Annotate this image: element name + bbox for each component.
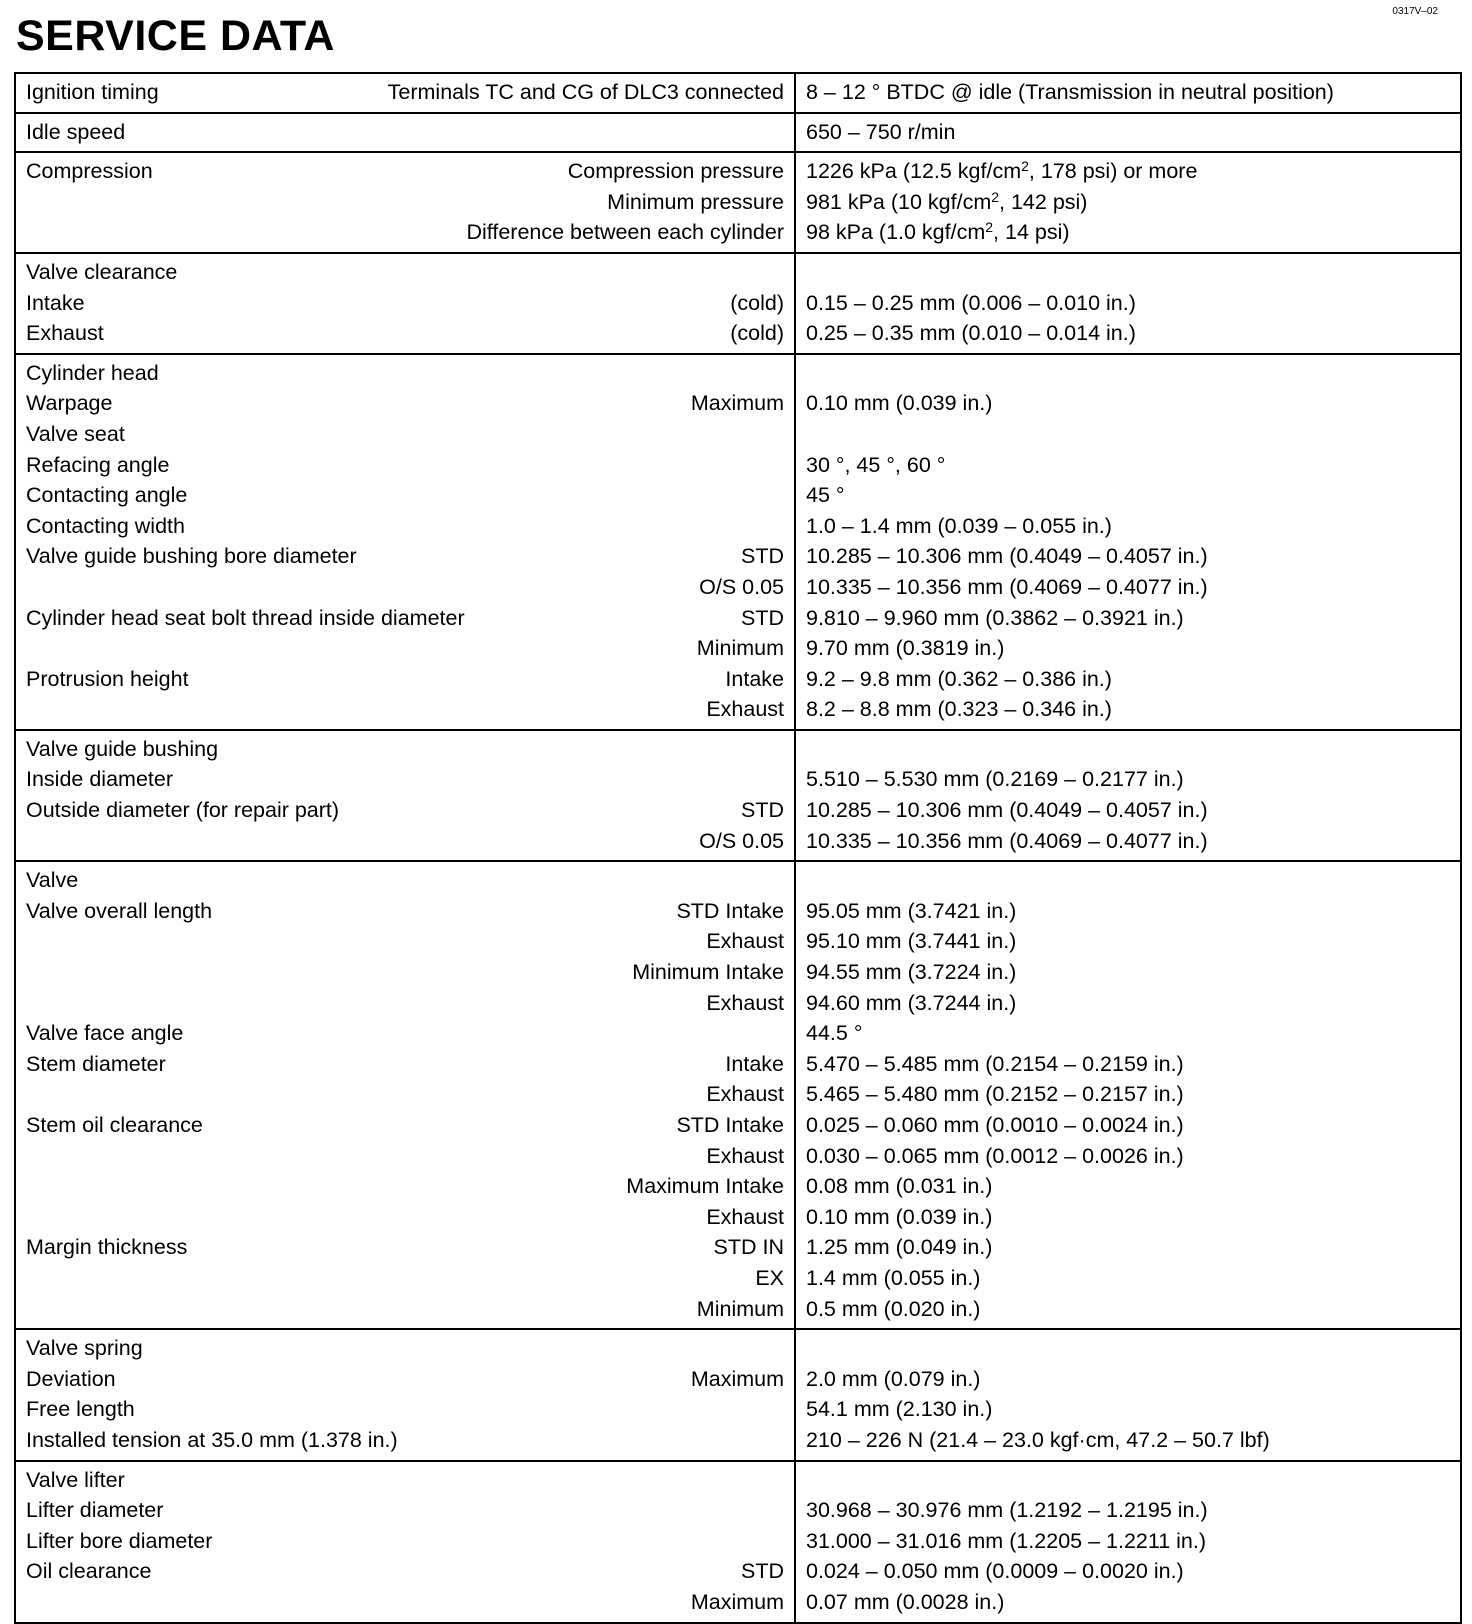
- spec-line: [26, 988, 784, 1019]
- spec-value: 98 kPa (1.0 kgf/$cm^2$, 14 psi): [806, 219, 1070, 245]
- section-value-cell: [795, 861, 1461, 1329]
- spec-value: 10.335 – 10.356 mm (0.4069 – 0.4077 in.): [806, 828, 1208, 853]
- item-label: Cylinder head seat bolt thread inside diameter: [26, 605, 465, 630]
- value-line: [806, 318, 1450, 349]
- spec-line: [26, 1495, 784, 1526]
- spec-line: [26, 572, 784, 603]
- item-label: Valve clearance: [26, 259, 178, 284]
- spec-value: 0.25 – 0.35 mm (0.010 – 0.014 in.): [806, 321, 1136, 346]
- section-value-cell: [795, 1461, 1461, 1623]
- value-line: [806, 1079, 1450, 1110]
- spec-value: 10.285 – 10.306 mm (0.4049 – 0.4057 in.): [806, 544, 1208, 569]
- value-line: [806, 572, 1450, 603]
- value-line: [806, 764, 1450, 795]
- spec-value: 45 °: [806, 483, 845, 508]
- value-line: [806, 1587, 1450, 1618]
- condition-label: (cold): [730, 321, 784, 346]
- spec-line: [26, 957, 784, 988]
- spec-value: 1226 kPa (12.5 kgf/$cm^2$, 178 psi) or more: [806, 158, 1198, 184]
- value-line: [806, 187, 1450, 218]
- condition-label: Minimum: [696, 1296, 784, 1321]
- value-line: [806, 988, 1450, 1019]
- value-line: [806, 117, 1450, 148]
- spec-line: [26, 358, 784, 389]
- spec-line: [26, 511, 784, 542]
- spec-line: [26, 1110, 784, 1141]
- section-valve-lifter: [15, 1461, 1461, 1623]
- section-spec-cell: [15, 1461, 795, 1623]
- spec-line: [26, 1294, 784, 1325]
- section-valve-spring: [15, 1329, 1461, 1460]
- item-label: [26, 1263, 755, 1294]
- value-line: [806, 480, 1450, 511]
- spec-line: [26, 450, 784, 481]
- value-line: [806, 896, 1450, 927]
- section-valve: [15, 861, 1461, 1329]
- spec-line: [26, 1465, 784, 1496]
- spec-line: [26, 257, 784, 288]
- item-label: Outside diameter (for repair part): [26, 798, 340, 823]
- spec-value: 0.024 – 0.050 mm (0.0009 – 0.0020 in.): [806, 1559, 1184, 1584]
- condition-label: Exhaust: [706, 929, 784, 954]
- spec-value: 0.030 – 0.065 mm (0.0012 – 0.0026 in.): [806, 1143, 1184, 1168]
- value-line: [806, 1141, 1450, 1172]
- value-line: [806, 217, 1450, 248]
- spec-line: [26, 388, 784, 419]
- condition-label: STD: [741, 605, 784, 630]
- value-line: [806, 926, 1450, 957]
- item-label: Intake: [26, 290, 85, 315]
- spec-value: [806, 358, 1450, 389]
- spec-value: 30 °, 45 °, 60 °: [806, 452, 946, 477]
- item-label: Valve spring: [26, 1336, 143, 1361]
- item-label: [26, 826, 699, 857]
- condition-label: STD: [741, 798, 784, 823]
- value-line: [806, 1425, 1450, 1456]
- condition-label: O/S 0.05: [699, 828, 784, 853]
- item-label: Deviation: [26, 1366, 116, 1391]
- value-line: [806, 419, 1450, 450]
- item-label: Oil clearance: [26, 1559, 152, 1584]
- condition-label: STD IN: [713, 1235, 784, 1260]
- spec-value: 0.08 mm (0.031 in.): [806, 1174, 993, 1199]
- spec-value: 8 – 12 ° BTDC @ idle (Transmission in neutral position): [806, 80, 1334, 104]
- item-label: Inside diameter: [26, 767, 173, 792]
- value-line: [806, 1526, 1450, 1557]
- spec-value: 210 – 226 N (21.4 – 23.0 kgf·cm, 47.2 – 50.7 lbf): [806, 1427, 1270, 1452]
- value-line: [806, 450, 1450, 481]
- spec-value: 95.10 mm (3.7441 in.): [806, 929, 1017, 954]
- item-label: Ignition timing: [26, 80, 159, 104]
- spec-line: [26, 633, 784, 664]
- section-value-cell: [795, 730, 1461, 861]
- spec-value: 0.5 mm (0.020 in.): [806, 1296, 981, 1321]
- spec-value: 8.2 – 8.8 mm (0.323 – 0.346 in.): [806, 697, 1112, 722]
- spec-value: 94.60 mm (3.7244 in.): [806, 990, 1017, 1015]
- section-idle: [15, 113, 1461, 153]
- value-line: [806, 257, 1450, 288]
- spec-line: [26, 896, 784, 927]
- item-label: [26, 988, 706, 1019]
- spec-line: [26, 187, 784, 218]
- item-label: Stem diameter: [26, 1051, 166, 1076]
- item-label: [26, 1079, 706, 1110]
- spec-value: 9.70 mm (0.3819 in.): [806, 636, 1005, 661]
- condition-label: Maximum: [690, 1366, 784, 1391]
- spec-line: [26, 795, 784, 826]
- item-label: Warpage: [26, 391, 113, 416]
- spec-line: [26, 318, 784, 349]
- spec-line: [26, 1263, 784, 1294]
- item-label: Protrusion height: [26, 666, 189, 691]
- spec-value: 54.1 mm (2.130 in.): [806, 1397, 993, 1422]
- spec-value: 981 kPa (10 kgf/$cm^2$, 142 psi): [806, 188, 1088, 214]
- spec-line: [26, 288, 784, 319]
- spec-line: [26, 77, 784, 108]
- item-label: Cylinder head: [26, 360, 159, 385]
- condition-label: Exhaust: [706, 990, 784, 1015]
- spec-line: [26, 1556, 784, 1587]
- spec-line: [26, 1018, 784, 1049]
- item-label: Valve: [26, 868, 79, 893]
- item-label: Compression: [26, 159, 153, 184]
- value-line: [806, 156, 1450, 187]
- section-spec-cell: [15, 253, 795, 354]
- section-spec-cell: [15, 152, 795, 253]
- item-label: Stem oil clearance: [26, 1113, 203, 1137]
- item-label: Margin thickness: [26, 1235, 188, 1260]
- value-line: [806, 358, 1450, 389]
- spec-line: [26, 826, 784, 857]
- value-line: [806, 826, 1450, 857]
- spec-value: [806, 1465, 1450, 1496]
- section-value-cell: [795, 113, 1461, 153]
- section-spec-cell: [15, 1329, 795, 1460]
- spec-value: 95.05 mm (3.7421 in.): [806, 898, 1017, 923]
- spec-value: 650 – 750 r/min: [806, 119, 956, 144]
- value-line: [806, 1110, 1450, 1141]
- item-label: Valve face angle: [26, 1021, 184, 1046]
- spec-value: 9.2 – 9.8 mm (0.362 – 0.386 in.): [806, 666, 1112, 691]
- spec-line: [26, 1202, 784, 1233]
- spec-value: 0.10 mm (0.039 in.): [806, 391, 993, 416]
- spec-value: 1.25 mm (0.049 in.): [806, 1235, 993, 1260]
- spec-value: 0.15 – 0.25 mm (0.006 – 0.010 in.): [806, 290, 1136, 315]
- page-title: SERVICE DATA: [16, 12, 335, 60]
- condition-label: Intake: [725, 1051, 784, 1076]
- condition-label: Minimum Intake: [632, 960, 784, 985]
- spec-line: [26, 1394, 784, 1425]
- section-spec-cell: [15, 113, 795, 153]
- value-line: [806, 541, 1450, 572]
- value-line: [806, 1294, 1450, 1325]
- item-label: [26, 1171, 626, 1202]
- condition-label: Minimum: [696, 636, 784, 661]
- spec-value: [806, 865, 1450, 896]
- value-line: [806, 603, 1450, 634]
- section-compression: [15, 152, 1461, 253]
- spec-value: [806, 734, 1450, 765]
- item-label: Valve guide bushing: [26, 736, 219, 761]
- item-label: [26, 1141, 706, 1172]
- value-line: [806, 1263, 1450, 1294]
- value-line: [806, 1049, 1450, 1080]
- section-value-cell: [795, 354, 1461, 730]
- value-line: [806, 1018, 1450, 1049]
- section-value-cell: [795, 253, 1461, 354]
- spec-line: [26, 1232, 784, 1263]
- spec-line: [26, 603, 784, 634]
- value-line: [806, 694, 1450, 725]
- spec-line: [26, 865, 784, 896]
- spec-value: 94.55 mm (3.7224 in.): [806, 960, 1017, 985]
- item-label: [26, 957, 632, 988]
- spec-value: 31.000 – 31.016 mm (1.2205 – 1.2211 in.): [806, 1528, 1207, 1553]
- value-line: [806, 388, 1450, 419]
- section-value-cell: [795, 1329, 1461, 1460]
- spec-line: [26, 1049, 784, 1080]
- spec-value: 5.470 – 5.485 mm (0.2154 – 0.2159 in.): [806, 1051, 1184, 1076]
- item-label: Valve guide bushing bore diameter: [26, 544, 357, 569]
- condition-label: Maximum Intake: [626, 1174, 784, 1199]
- item-label: Contacting angle: [26, 483, 188, 508]
- item-label: Valve lifter: [26, 1467, 125, 1492]
- section-cylinder-head: [15, 354, 1461, 730]
- section-value-cell: [795, 152, 1461, 253]
- section-spec-cell: [15, 73, 795, 113]
- condition-label: Exhaust: [706, 1082, 784, 1107]
- value-line: [806, 795, 1450, 826]
- condition-label: Minimum pressure: [607, 189, 784, 214]
- spec-value: 5.510 – 5.530 mm (0.2169 – 0.2177 in.): [806, 767, 1184, 792]
- condition-label: Exhaust: [706, 697, 784, 722]
- spec-value: 0.025 – 0.060 mm (0.0010 – 0.0024 in.): [806, 1113, 1184, 1137]
- spec-value: 10.285 – 10.306 mm (0.4049 – 0.4057 in.): [806, 798, 1208, 823]
- spec-line: [26, 541, 784, 572]
- condition-label: STD Intake: [676, 1113, 784, 1137]
- condition-label: EX: [755, 1265, 784, 1290]
- section-valve-clearance: [15, 253, 1461, 354]
- section-valve-guide-bushing: [15, 730, 1461, 861]
- section-spec-cell: [15, 354, 795, 730]
- condition-label: O/S 0.05: [699, 574, 784, 599]
- section-value-cell: [795, 73, 1461, 113]
- item-label: Installed tension at 35.0 mm (1.378 in.): [26, 1427, 398, 1452]
- item-label: [26, 1294, 697, 1325]
- spec-line: [26, 664, 784, 695]
- condition-label: Maximum: [690, 1589, 784, 1614]
- spec-line: [26, 694, 784, 725]
- condition-label: STD Intake: [676, 898, 784, 923]
- spec-value: [806, 1333, 1450, 1364]
- spec-line: [26, 1364, 784, 1395]
- spec-line: [26, 480, 784, 511]
- item-label: [26, 926, 706, 957]
- spec-value: 30.968 – 30.976 mm (1.2192 – 1.2195 in.): [806, 1498, 1208, 1523]
- spec-value: 1.4 mm (0.055 in.): [806, 1265, 981, 1290]
- value-line: [806, 1202, 1450, 1233]
- document-code: 0317V–02: [1392, 6, 1438, 17]
- value-line: [806, 1495, 1450, 1526]
- item-label: [26, 1587, 691, 1618]
- spec-value: 2.0 mm (0.079 in.): [806, 1366, 981, 1391]
- condition-label: Exhaust: [706, 1204, 784, 1229]
- value-line: [806, 1556, 1450, 1587]
- value-line: [806, 734, 1450, 765]
- value-line: [806, 1171, 1450, 1202]
- service-data-body: [15, 73, 1461, 1623]
- item-label: Lifter bore diameter: [26, 1528, 213, 1553]
- value-line: [806, 633, 1450, 664]
- item-label: [26, 572, 699, 603]
- spec-line: [26, 217, 784, 248]
- section-spec-cell: [15, 730, 795, 861]
- condition-label: Intake: [725, 666, 784, 691]
- spec-value: [806, 419, 1450, 450]
- condition-label: Difference between each cylinder: [466, 220, 784, 245]
- item-label: [26, 187, 607, 218]
- condition-label: Maximum: [690, 391, 784, 416]
- spec-line: [26, 1171, 784, 1202]
- spec-line: [26, 1333, 784, 1364]
- value-line: [806, 511, 1450, 542]
- section-ignition: [15, 73, 1461, 113]
- value-line: [806, 77, 1450, 108]
- spec-line: [26, 156, 784, 187]
- spec-value: 10.335 – 10.356 mm (0.4069 – 0.4077 in.): [806, 574, 1208, 599]
- value-line: [806, 664, 1450, 695]
- condition-label: Compression pressure: [567, 159, 784, 184]
- spec-value: 44.5 °: [806, 1021, 863, 1046]
- spec-value: [806, 257, 1450, 288]
- spec-value: 9.810 – 9.960 mm (0.3862 – 0.3921 in.): [806, 605, 1184, 630]
- item-label: Refacing angle: [26, 452, 170, 477]
- condition-label: Terminals TC and CG of DLC3 connected: [387, 80, 784, 104]
- item-label: Valve seat: [26, 421, 125, 446]
- item-label: [26, 1202, 706, 1233]
- value-line: [806, 1232, 1450, 1263]
- item-label: Idle speed: [26, 119, 126, 144]
- condition-label: Exhaust: [706, 1143, 784, 1168]
- spec-line: [26, 734, 784, 765]
- item-label: [26, 694, 706, 725]
- section-spec-cell: [15, 861, 795, 1329]
- spec-line: [26, 1141, 784, 1172]
- item-label: Valve overall length: [26, 898, 213, 923]
- spec-line: [26, 926, 784, 957]
- item-label: [26, 217, 466, 248]
- spec-line: [26, 764, 784, 795]
- spec-value: 0.10 mm (0.039 in.): [806, 1204, 993, 1229]
- spec-value: 1.0 – 1.4 mm (0.039 – 0.055 in.): [806, 513, 1112, 538]
- value-line: [806, 1364, 1450, 1395]
- spec-line: [26, 1425, 784, 1456]
- spec-value: 0.07 mm (0.0028 in.): [806, 1589, 1005, 1614]
- value-line: [806, 288, 1450, 319]
- value-line: [806, 865, 1450, 896]
- condition-label: (cold): [730, 290, 784, 315]
- value-line: [806, 1465, 1450, 1496]
- spec-line: [26, 1587, 784, 1618]
- value-line: [806, 1333, 1450, 1364]
- item-label: Lifter diameter: [26, 1498, 164, 1523]
- condition-label: STD: [741, 544, 784, 569]
- spec-line: [26, 117, 784, 148]
- item-label: Contacting width: [26, 513, 185, 538]
- spec-line: [26, 1079, 784, 1110]
- value-line: [806, 957, 1450, 988]
- value-line: [806, 1394, 1450, 1425]
- item-label: Exhaust: [26, 321, 104, 346]
- service-data-table: [14, 72, 1462, 1624]
- item-label: [26, 633, 697, 664]
- spec-line: [26, 419, 784, 450]
- condition-label: STD: [741, 1559, 784, 1584]
- spec-value: 5.465 – 5.480 mm (0.2152 – 0.2157 in.): [806, 1082, 1184, 1107]
- spec-line: [26, 1526, 784, 1557]
- item-label: Free length: [26, 1397, 135, 1422]
